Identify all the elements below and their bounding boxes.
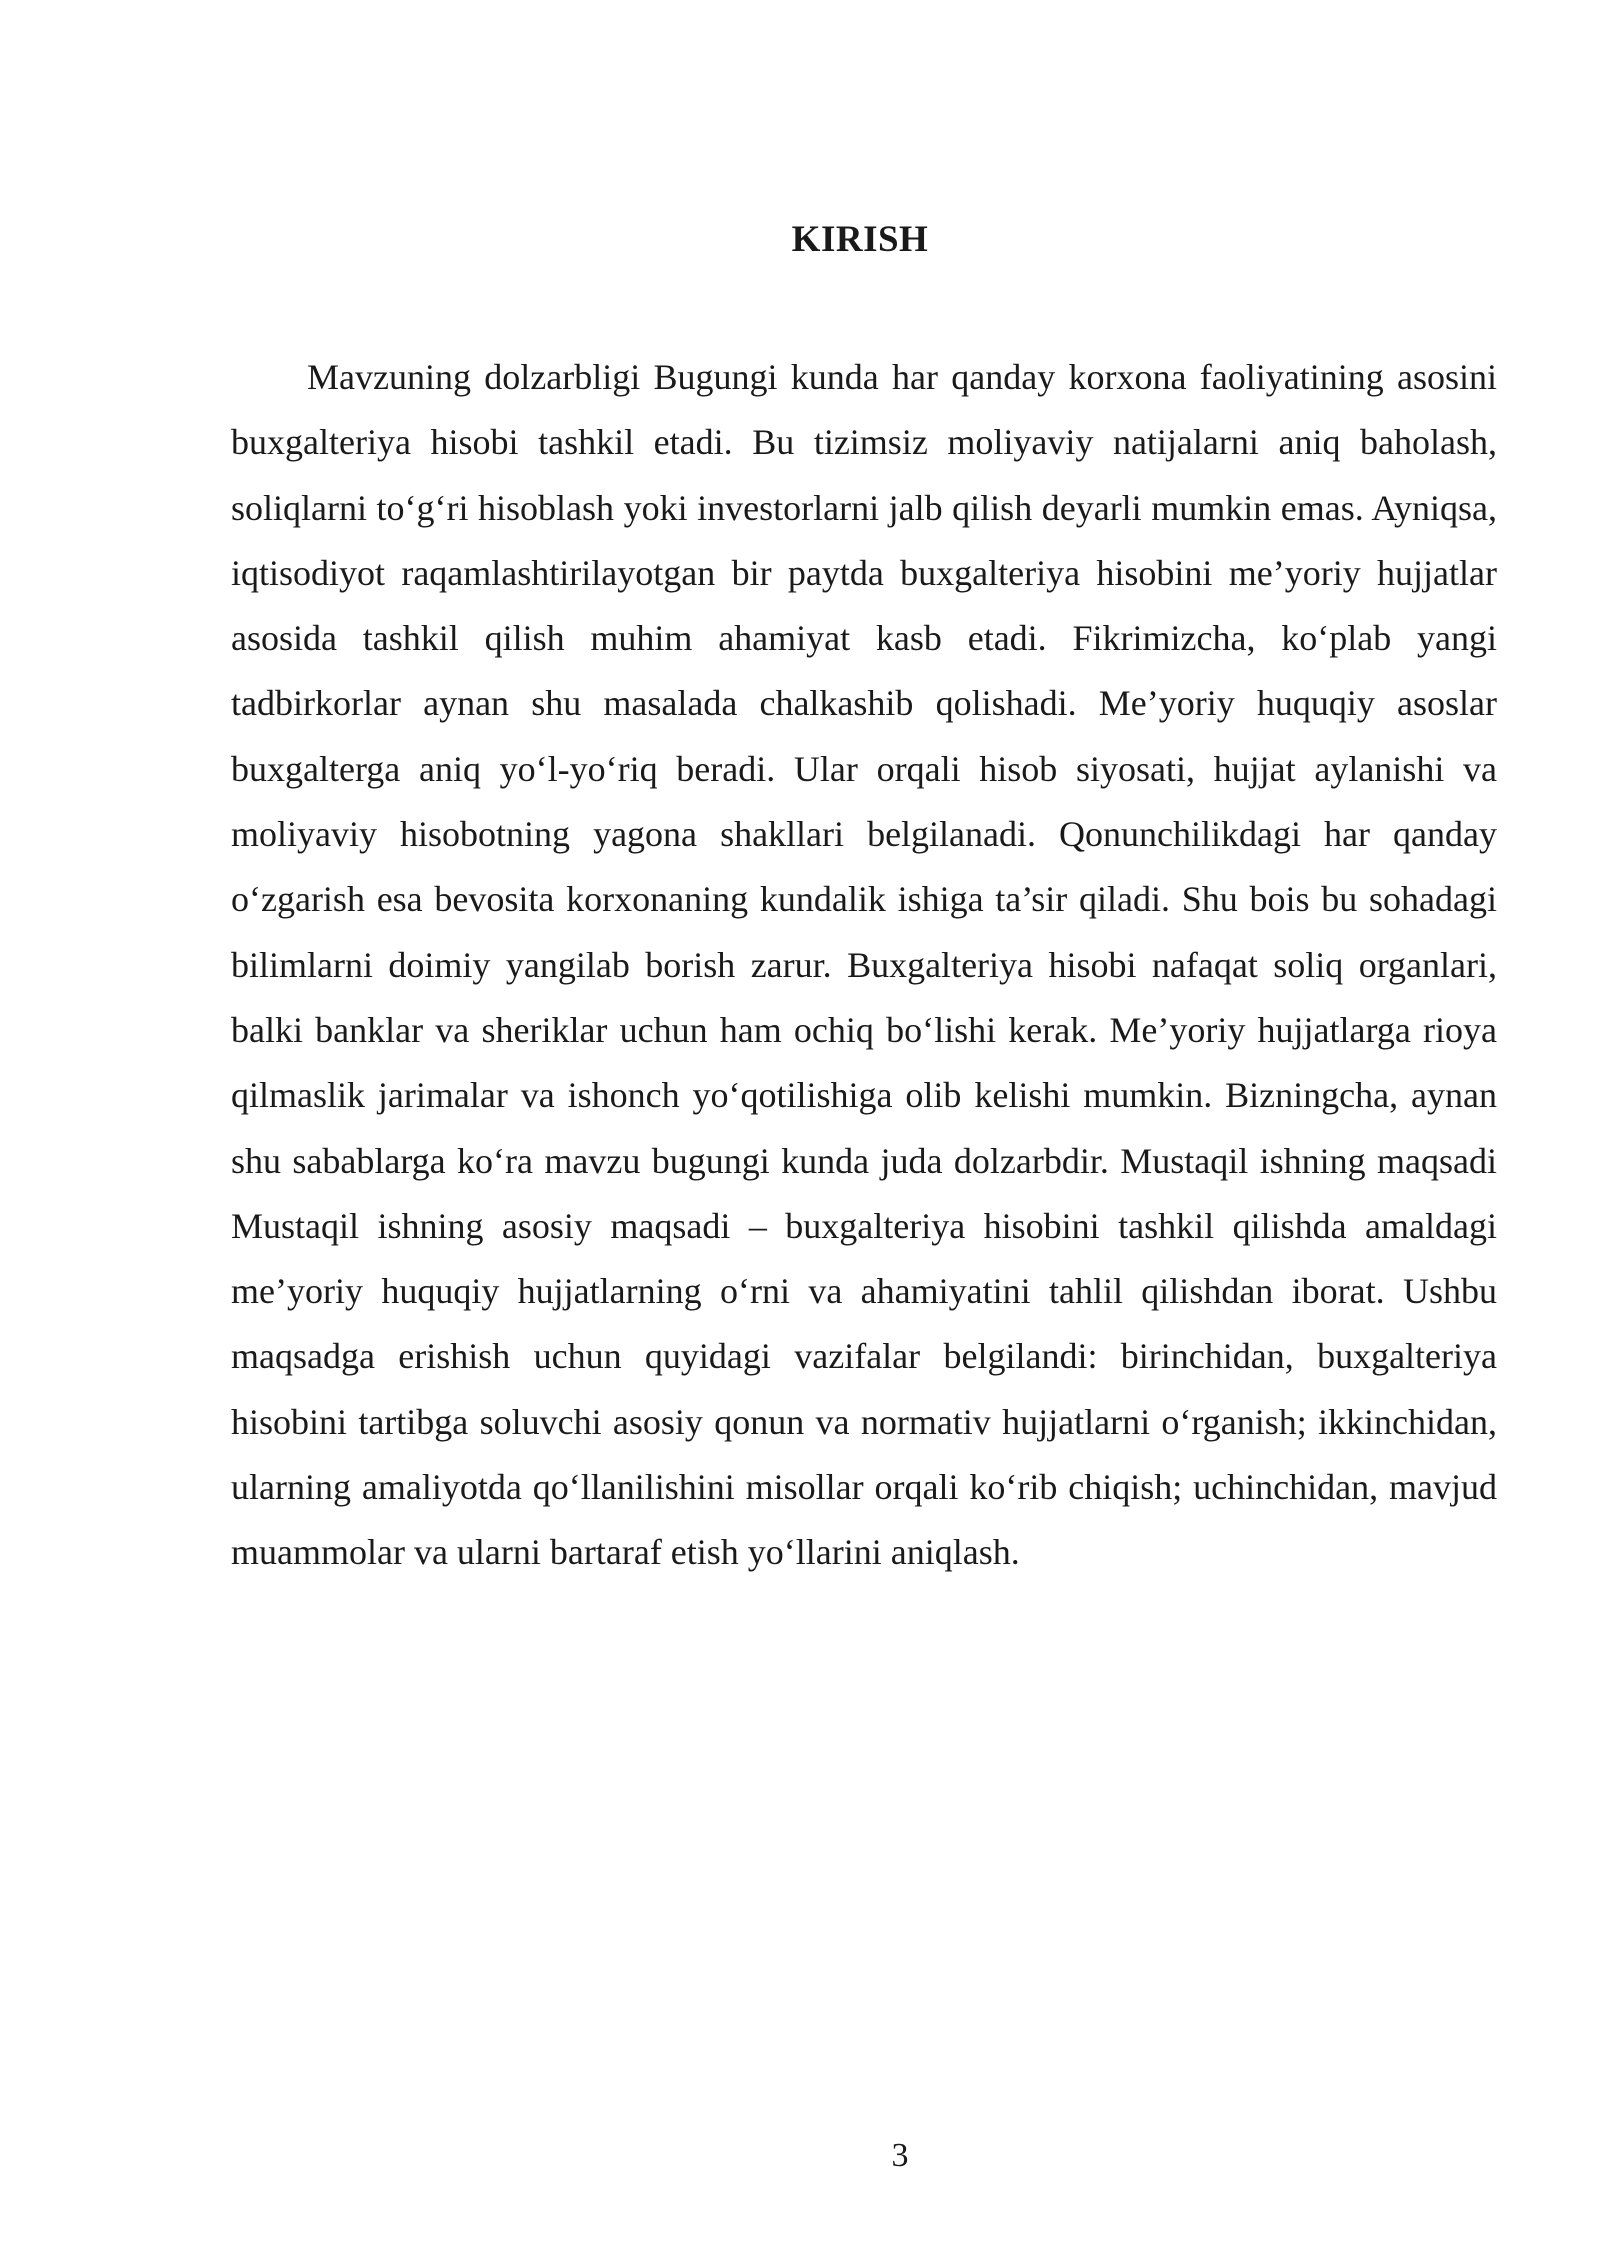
body-paragraph: Mavzuning dolzarbligi Bugungi kunda har qanday korxona faoliyatining asosini buxgalteriya hisobi tashkil etadi. Bu tizimsiz moliyaviy natijalarni aniq baholash, soliqlarni to‘g‘ri hisoblash yoki investorlarni jalb qilish deyarli mumkin emas. Ayniqsa, iqtisodiyot raqamlashtirilayotgan bir paytda buxgalteriya hisobini me’yoriy hujjatlar asosida tashkil qilish muhim ahamiyat kasb etadi. Fikrimizcha, ko‘plab yangi tadbirkorlar aynan shu masalada chalkashib qolishadi. Me’yoriy huquqiy asoslar buxgalterga aniq yo‘l-yo‘riq beradi. Ular orqali hisob siyosati, hujjat aylanishi va moliyaviy hisobotning yagona shakllari belgilanadi. Qonunchilikdagi har qanday o‘zgarish esa bevosita korxonaning kundalik ishiga ta’sir qiladi. Shu bois bu sohadagi bilimlarni doimiy yangilab borish zarur. Buxgalteriya hisobi nafaqat soliq organlari, balki banklar va sheriklar uchun ham ochiq bo‘lishi kerak. Me’yoriy hujjatlarga rioya qilmaslik jarimalar va ishonch yo‘qotilishiga olib kelishi mumkin. Bizningcha, aynan shu sabablarga ko‘ra mavzu bugungi kunda juda dolzarbdir. Mustaqil ishning maqsadi Mustaqil ishning asosiy maqsadi – buxgalteriya hisobini tashkil qilishda amaldagi me’yoriy huquqiy hujjatlarning o‘rni va ahamiyatini tahlil qilishdan iborat. Ushbu maqsadga erishish uchun quyidagi vazifalar belgilandi: birinchidan, buxgalteriya hisobini tartibga soluvchi asosiy qonun va normativ hujjatlarni o‘rganish; ikkinchidan, ularning amaliyotda qo‘llanilishini misollar orqali ko‘rib chiqish; uchinchidan, mavjud muammolar va ularni bartaraf etish yo‘llarini aniqlash. — [231, 357, 1497, 1573]
page-number: 3 — [891, 2137, 909, 2174]
section-heading: KIRISH — [791, 219, 929, 260]
